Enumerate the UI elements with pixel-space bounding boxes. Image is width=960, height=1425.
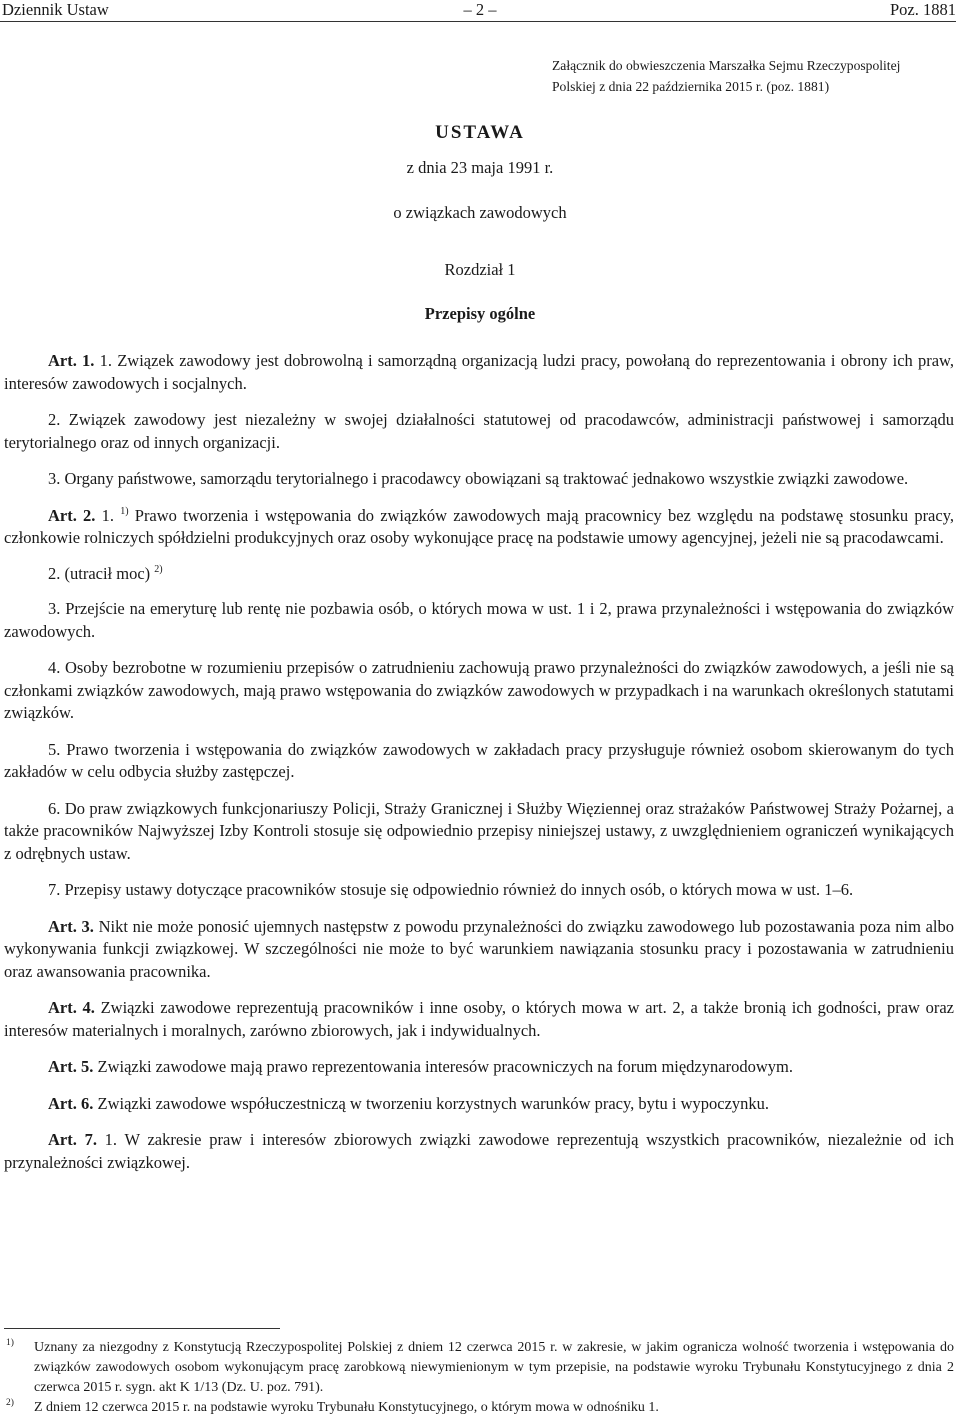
art2-para3: 3. Przejście na emeryturę lub rentę nie pozbawia osób, o których mowa w ust. 1 i 2, prawa przynależności i wstępowania do związków zawodowych. (4, 599, 954, 641)
act-date: z dnia 23 maja 1991 r. (406, 158, 554, 177)
position-number: Poz. 1881 (890, 0, 956, 19)
art7-para: Art. 7. 1. W zakresie praw i interesów zbiorowych związki zawodowe reprezentują wszystkich pracowników, niezależnie od ich przynależności związkowej. (4, 1130, 955, 1172)
chapter-number: Rozdział 1 (444, 260, 516, 279)
header-divider (0, 21, 956, 22)
art3-para: Art. 3. Nikt nie może ponosić ujemnych następstw z powodu przynależności do związku zawodowego lub pozostawania poza nim albo wykonywania funkcji związkowej. W szczególności nie może to być warunkiem nawiązania stosunku pracy i pozostawania w zatrudnieniu oraz awansowania pracownika. (4, 916, 955, 981)
act-subject: o związkach zawodowych (393, 203, 567, 222)
art5-label: Art. 5. (48, 1057, 94, 1076)
footnotes (4, 1338, 954, 1418)
footnote-text-1: Uznany za niezgodny z Konstytucją Rzeczypospolitej Polskiej z dniem 12 czerwca 2015 r. w zakresie, w jakim ogranicza wolność tworzenia i wstępowania do związków zawodowych osobom wykonującym pracę zarobkową niewymienionym w tym przepisie, na podstawie wyroku Trybunału Konstytucyjnego z dnia 2 czerwca 2015 r. sygn. akt K 1/13 (Dz. U. poz. 791). (34, 1340, 954, 1395)
footnote-divider (4, 1328, 280, 1329)
art2-para4: 4. Osoby bezrobotne w rozumieniu przepisów o zatrudnieniu zachowują prawo przynależności do związków zawodowych, a jeśli nie są członkami związków zawodowych, mają prawo wstępowania do związków zawodowych w przypadkach i na warunkach określonych statutami związków. (4, 658, 954, 722)
footnote-1 (4, 1338, 954, 1398)
art5-para: Art. 5. Związki zawodowe mają prawo reprezentowania interesów pracowniczych na forum międzynarodowym. (48, 1057, 793, 1076)
annex-line-2: Polskiej z dnia 22 października 2015 r. (poz. 1881) (552, 78, 830, 94)
art2-para2: 2. (utracił moc) $^{2)}$ (48, 563, 163, 583)
footnote-mark-2: 2) (6, 1398, 14, 1408)
annex-note (552, 56, 960, 97)
footnote-text-2: Z dniem 12 czerwca 2015 r. na podstawie wyroku Trybunału Konstytucyjnego, o którym mowa w odnośniku 1. (34, 1400, 659, 1415)
footnote-ref-2[interactable]: 2) (154, 563, 163, 575)
page-number: – 2 – (463, 0, 497, 19)
act-title: USTAWA (435, 122, 525, 143)
art6-para: Art. 6. Związki zawodowe współuczestniczą w tworzeniu korzystnych warunków pracy, bytu i wypoczynku. (48, 1093, 770, 1113)
journal-name: Dziennik Ustaw (2, 0, 109, 19)
art2-label: Art. 2. (48, 505, 96, 525)
art6-label: Art. 6. (48, 1093, 94, 1113)
footnote-2 (4, 1398, 954, 1418)
footnote-ref-1[interactable]: 1) (120, 505, 129, 517)
page-header (0, 0, 960, 22)
art2-para5: 5. Prawo tworzenia i wstępowania do związków zawodowych w zakładach pracy przysługuje również osobom skierowanym do tych zakładów w celu odbycia służby zastępczej. (4, 739, 954, 781)
art4-label: Art. 4. (48, 998, 95, 1017)
act-body (4, 350, 954, 1188)
footnote-mark-1: 1) (6, 1338, 14, 1348)
art7-label: Art. 7. (48, 1130, 97, 1149)
art2-para1: Art. 2. 1. $^{1)}$ Prawo tworzenia i wstępowania do związków zawodowych mają pracownicy bez względu na podstawę stosunku pracy, członkowie rolniczych spółdzielni produkcyjnych oraz osoby wykonujące pracę na podstawie umowy agencyjnej, jeżeli nie są pracodawcami. (4, 505, 955, 547)
art2-para6: 6. Do praw związkowych funkcjonariuszy Policji, Straży Granicznej i Służby Więziennej oraz strażaków Państwowej Straży Pożarnej, a także pracowników Najwyższej Izby Kontroli stosuje się odpowiednio przepisy niniejszej ustawy, z uwzględnieniem ograniczeń wynikających z odrębnych ustaw. (4, 798, 954, 863)
art1-label: Art. 1. (48, 351, 95, 370)
art4-para: Art. 4. Związki zawodowe reprezentują pracowników i inne osoby, o których mowa w art. 2, a także bronią ich godności, praw oraz interesów materialnych i moralnych, zarówno zbiorowych, jak i indywidualnych. (4, 998, 954, 1040)
art2-para7: 7. Przepisy ustawy dotyczące pracowników stosuje się odpowiednio również do innych osób, o których mowa w ust. 1–6. (48, 880, 854, 899)
art1-para1: Art. 1. 1. Związek zawodowy jest dobrowolną i samorządną organizacją ludzi pracy, powołaną do reprezentowania i obrony ich praw, interesów zawodowych i socjalnych. (4, 351, 955, 393)
annex-line-1: Załącznik do obwieszczenia Marszałka Sejmu Rzeczypospolitej (552, 58, 901, 73)
chapter-title: Przepisy ogólne (424, 304, 536, 323)
art1-para3: 3. Organy państwowe, samorządu terytorialnego i pracodawcy obowiązani są traktować jednakowo wszystkie związki zawodowe. (48, 469, 909, 488)
art1-para2: 2. Związek zawodowy jest niezależny w swojej działalności statutowej od pracodawców, administracji państwowej i samorządu terytorialnego oraz od innych organizacji. (4, 410, 954, 452)
art3-label: Art. 3. (48, 916, 94, 936)
